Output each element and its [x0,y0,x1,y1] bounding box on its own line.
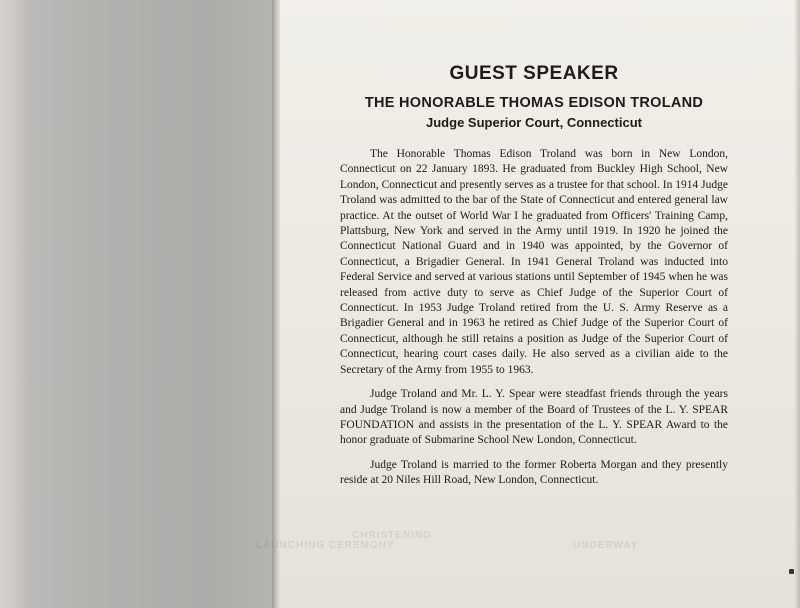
binding-mark [789,569,794,574]
bleed-through-text: UNDERWAY [573,540,639,551]
page-heading: GUEST SPEAKER [449,63,619,84]
article [340,62,728,489]
bleed-through-text: CHRISTENING [352,530,432,541]
bleed-through-text: LAUNCHING CEREMONY [256,540,395,551]
family-paragraph: Judge Troland is married to the former Roberta Morgan and they presently reside at 20 Niles Hill Road, New London, Connecticut. [340,458,728,487]
speaker-title: Judge Superior Court, Connecticut [426,115,642,130]
left-page-edge [0,0,30,608]
speaker-name: THE HONORABLE THOMAS EDISON TROLAND [364,95,704,111]
biography-paragraph: The Honorable Thomas Edison Troland was born in New London, Connecticut on 22 January 1893. He graduated from Buckley High School, New London, Connecticut and presently serves as a trustee for that school. In 1914 Judge Troland was admitted to the bar of the State of Connecticut and entered general law practice. At the outset of World War I he graduated from Officers' Training Camp, Plattsburg, New York and served in the Army until 1919. In 1920 he joined the Connecticut National Guard and in 1940 was appointed, by the Governor of Connecticut, a Brigadier General. In 1941 General Troland was inducted into Federal Service and served at various stations until September of 1945 when he was released from active duty to serve as Chief Judge of the Superior Court of Connecticut. In 1953 Judge Troland retired from the U. S. Army Reserve as a Brigadier General and in 1963 he retired as Chief Judge of the Superior Court of Connecticut, although he still retains a position as Judge of the Superior Court of Connecticut, hearing court cases daily. He also served as a civilian aide to the Secretary of the Army from 1955 to 1963. [340,148,728,376]
right-page-edge [794,0,800,608]
foundation-paragraph: Judge Troland and Mr. L. Y. Spear were steadfast friends through the years and Judge Troland is now a member of the Board of Trustees of the L. Y. SPEAR FOUNDATION and assists in the presentation of the L. Y. SPEAR Award to the honor graduate of Submarine School New London, Connecticut. [340,388,728,447]
left-page-blank [0,0,276,608]
